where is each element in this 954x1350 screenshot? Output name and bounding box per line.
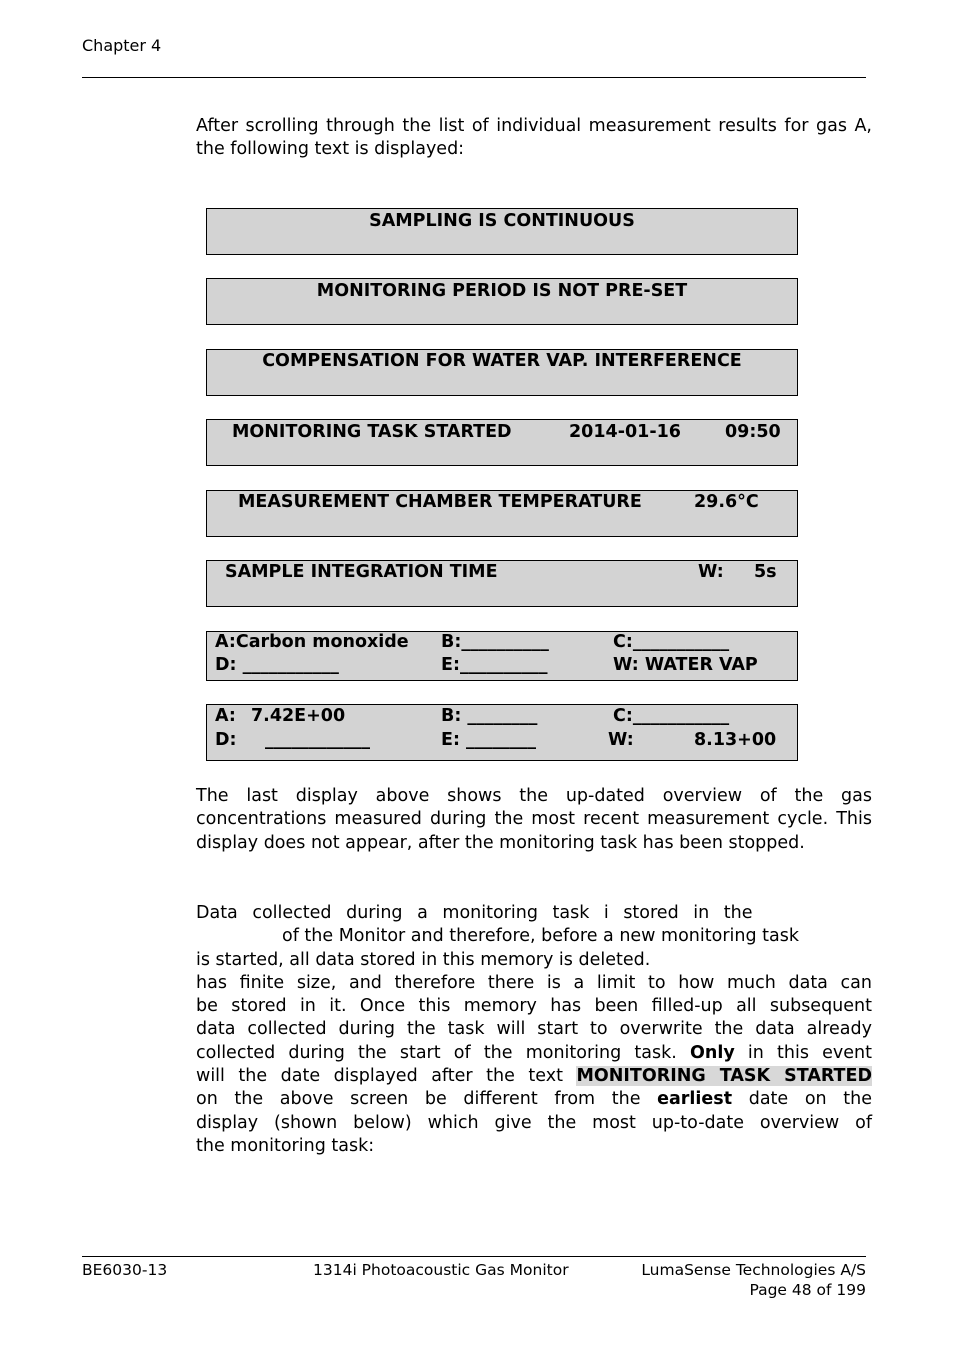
footer-page: Page 48 of 199 [749,1281,866,1299]
highlight-task-started: MONITORING TASK STARTED [576,1066,872,1087]
memory-line-9 [196,1088,872,1111]
value-w-label: W: [608,730,634,750]
memory-paragraph [196,902,872,1158]
memory-line-5: be stored in it. Once this memory has been filled-up all subsequent [196,996,872,1017]
memory-line-9-pre: on the above screen be different from the [196,1089,641,1110]
integration-w-value: 5s [754,562,777,582]
gas-a: A:Carbon monoxide [215,632,409,652]
value-d-label: D: [215,730,237,750]
memory-line-6: data collected during the task will start to overwrite the data already [196,1019,872,1040]
memory-line-8 [196,1065,872,1088]
chamber-temp-label: MEASUREMENT CHAMBER TEMPERATURE [238,492,642,512]
memory-line-3: is started, all data stored in this memory is deleted. [196,949,651,970]
memory-line-7-pre: collected during the start of the monitoring task. [196,1042,677,1063]
display-period [206,278,798,325]
memory-line-7-post: in this event [747,1042,872,1063]
display-gases [206,631,798,681]
task-started-date: 2014-01-16 [569,422,681,442]
chamber-temp-value: 29.6°C [694,492,759,512]
display-integration [206,560,798,607]
integration-label: SAMPLE INTEGRATION TIME [225,562,498,582]
display-compensation-text: COMPENSATION FOR WATER VAP. INTERFERENCE [262,351,742,371]
display-sampling-text: SAMPLING IS CONTINUOUS [369,211,635,231]
header-rule [82,77,866,78]
value-b: B: ________ [441,706,538,726]
footer-rule [82,1256,866,1257]
value-c: C:___________ [613,706,730,726]
value-a: 7.42E+00 [251,706,346,726]
footer-product: 1314i Photoacoustic Gas Monitor [313,1261,569,1279]
chapter-header: Chapter 4 [82,36,162,55]
memory-line-2: of the Monitor and therefore, before a new monitoring task [282,926,799,947]
display-chamber-temp [206,490,798,537]
task-started-label: MONITORING TASK STARTED [232,422,512,442]
display-task-started [206,419,798,466]
value-d: ____________ [265,730,370,750]
overview-paragraph: The last display above shows the up-dated overview of the gas concentrations measured during the most recent measurement cycle. This display does not appear, after the monitoring task has been stopped. [196,786,872,853]
emphasis-only: Only [689,1042,735,1063]
memory-line-9-post: date on the [748,1089,872,1110]
gas-c: C:___________ [613,632,730,652]
gas-w: W: WATER VAP [613,655,758,675]
value-a-label: A: [215,706,236,726]
memory-line-1: Data collected during a monitoring task i stored in the [196,903,753,923]
integration-w-label: W: [698,562,724,582]
memory-line-10: display (shown below) which give the most up-to-date overview of [196,1112,872,1133]
memory-line-4: has finite size, and therefore there is a limit to how much data can [196,972,872,993]
display-compensation [206,349,798,396]
intro-paragraph: After scrolling through the list of individual measurement results for gas A, the following text is displayed: [196,116,872,160]
gas-e: E:__________ [441,655,548,675]
footer-doc-id: BE6030-13 [82,1261,168,1279]
display-sampling [206,208,798,255]
gas-b: B:__________ [441,632,549,652]
value-e: E: ________ [441,730,537,750]
emphasis-earliest: earliest [657,1089,733,1110]
memory-line-7 [196,1042,872,1065]
memory-line-8-pre: will the date displayed after the text [196,1066,563,1087]
memory-line-11: the monitoring task: [196,1135,375,1156]
task-started-time: 09:50 [725,422,781,442]
display-period-text: MONITORING PERIOD IS NOT PRE-SET [316,281,688,301]
display-values [206,704,798,761]
gas-d: D: ___________ [215,655,339,675]
footer-company: LumaSense Technologies A/S [641,1261,866,1279]
value-w: 8.13+00 [694,730,777,750]
